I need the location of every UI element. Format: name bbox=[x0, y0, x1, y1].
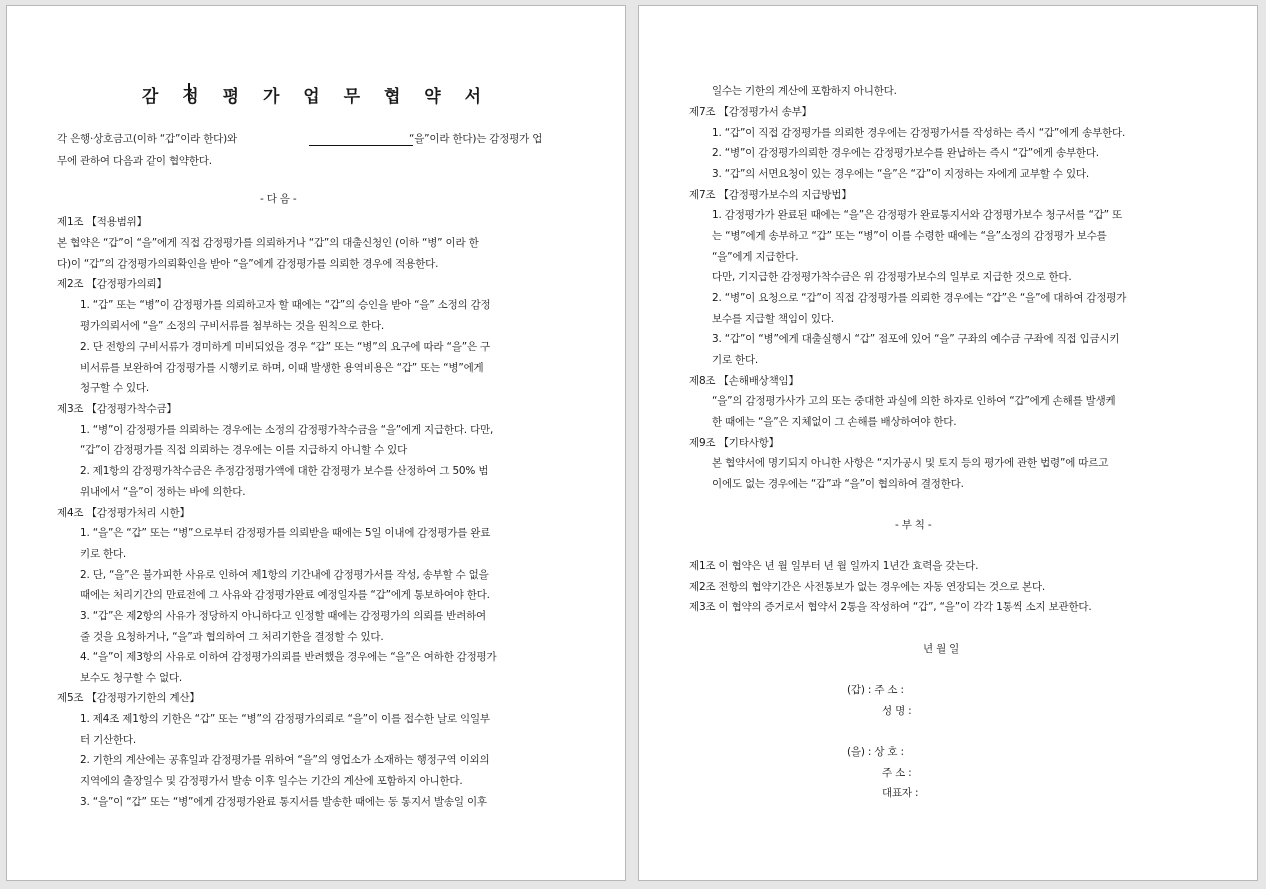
text-line: 키로 한다. bbox=[80, 548, 127, 560]
text-line: 2. 단 전항의 구비서류가 경미하게 미비되었을 경우 “갑” 또는 “병”의 요구에 따라 “을”은 구 bbox=[80, 341, 490, 353]
text-line: - 부 칙 - bbox=[895, 519, 932, 531]
text-line: - 다 음 - bbox=[260, 193, 297, 205]
document-title: 감 정 평 가 업 무 협 약 서 bbox=[141, 87, 491, 107]
text-line: 평가의뢰서에 “을” 소정의 구비서류를 첨부하는 것을 원칙으로 한다. bbox=[80, 320, 385, 332]
text-line: 일수는 기한의 계산에 포함하지 아니한다. bbox=[712, 85, 897, 97]
text-line: 3. “갑”의 서면요청이 있는 경우에는 “을”은 “갑”이 지정하는 자에게 교부할 수 있다. bbox=[712, 168, 1089, 180]
text-line: 제1조 이 협약은 년 월 일부터 년 월 일까지 1년간 효력을 갖는다. bbox=[689, 560, 979, 572]
text-line: 1. “갑” 또는 “병”이 감정평가를 의뢰하고자 할 때에는 “갑”의 승인을 받아 “을” 소정의 감정 bbox=[80, 299, 491, 311]
text-line: 줄 것을 요청하거나, “을”과 협의하여 그 처리기한을 결정할 수 있다. bbox=[80, 631, 384, 643]
text-line: 3. “갑”이 “병”에게 대출실행시 “갑” 점포에 있어 “을” 구좌의 예수금 구좌에 직접 입금시키 bbox=[712, 333, 1120, 345]
text-line: 각 은행·상호금고(이하 “갑”이라 한다)와 bbox=[57, 133, 237, 145]
text-line: 제7조 【감정평가서 송부】 bbox=[689, 106, 812, 118]
text-line: 보수를 지급할 책임이 있다. bbox=[712, 313, 834, 325]
text-line: “을”이라 한다)는 감정평가 업 bbox=[409, 133, 543, 145]
text-line: 청구할 수 있다. bbox=[80, 382, 150, 394]
text-line: 1. 제4조 제1항의 기한은 “갑” 또는 “병”의 감정평가의뢰로 “을”이 이를 접수한 날로 익일부 bbox=[80, 713, 490, 725]
text-line: 한 때에는 “을”은 지체없이 그 손해를 배상하여야 한다. bbox=[712, 416, 957, 428]
document-page-right bbox=[638, 5, 1258, 881]
text-line: 이에도 없는 경우에는 “갑”과 “을”이 협의하여 결정한다. bbox=[712, 478, 964, 490]
text-line: 는 “병”에게 송부하고 “갑” 또는 “병”이 이를 수령한 때에는 “을”소정의 감정평가 보수를 bbox=[712, 230, 1107, 242]
text-line: 3. “갑”은 제2항의 사유가 정당하지 아니하다고 인정할 때에는 감정평가의 의뢰를 반려하여 bbox=[80, 610, 486, 622]
text-line: 2. 기한의 계산에는 공휴일과 감정평가를 위하여 “을”의 영업소가 소재하는 행정구역 이외의 bbox=[80, 754, 490, 766]
left-page-text bbox=[7, 6, 625, 880]
text-line: 1. “병”이 감정평가를 의뢰하는 경우에는 소정의 감정평가착수금을 “을”에게 지급한다. 다만, bbox=[80, 424, 494, 436]
text-line: 무에 관하여 다음과 같이 협약한다. bbox=[57, 155, 212, 167]
text-line: “을”에게 지급한다. bbox=[712, 251, 799, 263]
text-line: 제9조 【기타사항】 bbox=[689, 437, 779, 449]
text-line: 성 명 : bbox=[882, 705, 912, 717]
text-line: 제2조 【감정평가의뢰】 bbox=[57, 278, 167, 290]
text-line: 본 협약은 “갑”이 “을”에게 직접 감정평가를 의뢰하거나 “갑”의 대출신청인 (이하 “병” 이라 한 bbox=[57, 237, 479, 249]
text-line: 기로 한다. bbox=[712, 354, 759, 366]
text-line: “을”의 감정평가사가 고의 또는 중대한 과실에 의한 하자로 인하여 “갑”에게 손해를 발생케 bbox=[712, 395, 1116, 407]
text-line: 제2조 전항의 협약기간은 사전통보가 없는 경우에는 자동 연장되는 것으로 본다. bbox=[689, 581, 1046, 593]
text-line: 2. “병”이 요청으로 “갑”이 직접 감정평가를 의뢰한 경우에는 “갑”은 “을”에 대하여 감정평가 bbox=[712, 292, 1127, 304]
text-line: 4. “을”이 제3항의 사유로 이하여 감정평가의뢰를 반려했을 경우에는 “을”은 여하한 감정평가 bbox=[80, 651, 497, 663]
text-line: 제4조 【감정평가처리 시한】 bbox=[57, 507, 190, 519]
text-line: 주 소 : bbox=[882, 767, 912, 779]
text-line: 2. “병”이 감정평가의뢰한 경우에는 감정평가보수를 완납하는 즉시 “갑”에게 송부한다. bbox=[712, 147, 1099, 159]
text-line: 1. 감정평가가 완료된 때에는 “을”은 감정평가 완료통지서와 감정평가보수 청구서를 “갑” 또 bbox=[712, 209, 1122, 221]
text-line: 본 협약서에 명기되지 아니한 사항은 “지가공시 및 토지 등의 평가에 관한 법령”에 따르고 bbox=[712, 457, 1109, 469]
text-line: 제5조 【감정평가기한의 계산】 bbox=[57, 692, 200, 704]
document-page-left bbox=[6, 5, 626, 881]
text-line: 제1조 【적용범위】 bbox=[57, 216, 147, 228]
text-line: 비서류를 보완하여 감정평가를 시행키로 하며, 이때 발생한 용역비용은 “갑” 또는 “병”에게 bbox=[80, 362, 484, 374]
text-line: 대표자 : bbox=[882, 787, 919, 799]
text-line: 터 기산한다. bbox=[80, 734, 136, 746]
text-line: 1. “을”은 “갑” 또는 “병”으로부터 감정평가를 의뢰받을 때에는 5일 이내에 감정평가를 완료 bbox=[80, 527, 491, 539]
text-line: 2. 제1항의 감정평가착수금은 추정감정평가액에 대한 감정평가 보수를 산정하여 그 50% 범 bbox=[80, 465, 489, 477]
text-line: 2. 단, “을”은 불가피한 사유로 인하여 제1항의 기간내에 감정평가서를 작성, 송부할 수 없을 bbox=[80, 569, 489, 581]
text-line: 제3조 【감정평가착수금】 bbox=[57, 403, 177, 415]
text-line: 1. “갑”이 직접 감정평가를 의뢰한 경우에는 감정평가서를 작성하는 즉시 “갑”에게 송부한다. bbox=[712, 127, 1126, 139]
text-line: 때에는 처리기간의 만료전에 그 사유와 감정평가완료 예정일자를 “갑”에게 통보하여야 한다. bbox=[80, 589, 490, 601]
right-page-text bbox=[639, 6, 1257, 880]
text-line: 위내에서 “을”이 정하는 바에 의한다. bbox=[80, 486, 246, 498]
text-line: 보수도 청구할 수 없다. bbox=[80, 672, 183, 684]
text-line: 제3조 이 협약의 증거로서 협약서 2통을 작성하여 “갑”, “을”이 각각 1통씩 소지 보관한다. bbox=[689, 601, 1092, 613]
text-line: 년 월 일 bbox=[923, 643, 960, 655]
text-line: 제7조 【감정평가보수의 지급방법】 bbox=[689, 189, 852, 201]
text-line: 3. “을”이 “갑” 또는 “병”에게 감정평가완료 통지서를 발송한 때에는 동 통지서 발송일 이후 bbox=[80, 796, 487, 808]
text-line: (을) : 상 호 : bbox=[847, 746, 904, 758]
text-line: 다만, 기지급한 감정평가착수금은 위 감정평가보수의 일부로 지급한 것으로 한다. bbox=[712, 271, 1072, 283]
text-line: 제8조 【손해배상책임】 bbox=[689, 375, 799, 387]
text-line: (갑) : 주 소 : bbox=[847, 684, 904, 696]
text-line: 다)이 “갑”의 감정평가의뢰확인을 받아 “을”에게 감정평가를 의뢰한 경우에 적용한다. bbox=[57, 258, 439, 270]
text-line: “갑”이 감정평가를 직접 의뢰하는 경우에는 이를 지급하지 아니할 수 있다 bbox=[80, 444, 408, 456]
text-line: 지역에의 출장일수 및 감정평가서 발송 이후 일수는 기간의 계산에 포함하지 아니한다. bbox=[80, 775, 463, 787]
